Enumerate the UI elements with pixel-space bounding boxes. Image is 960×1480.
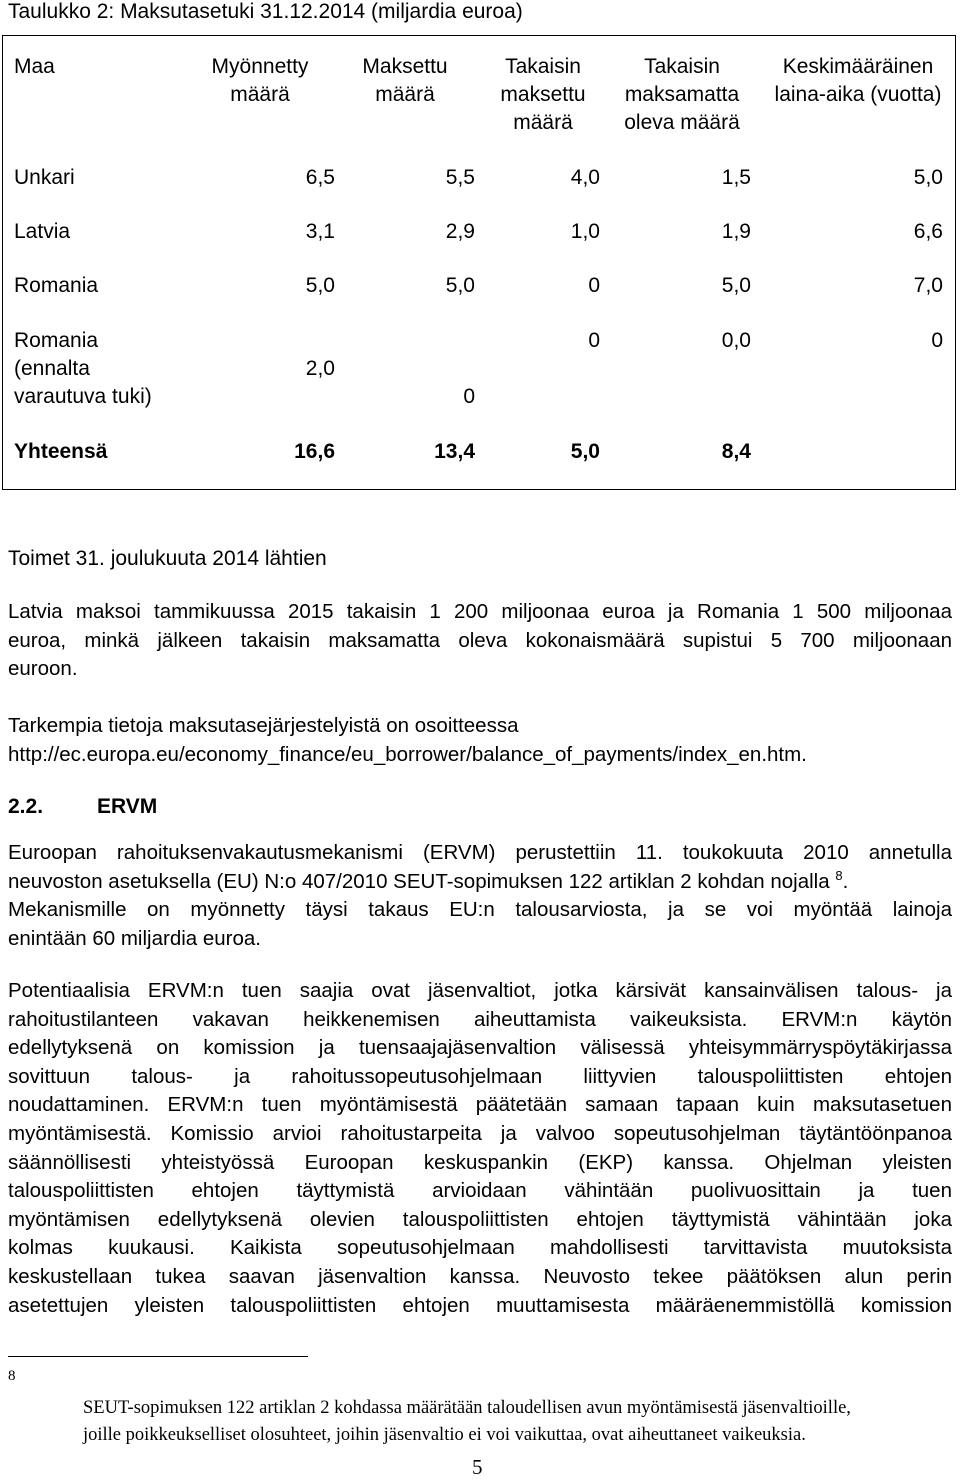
ec-europa-link[interactable]: http://ec.europa.eu/economy_finance/eu_borrower/balance_of_payments/index_en.htm. (8, 742, 807, 766)
table-cell-granted: 3,1 (305, 220, 335, 243)
table-cell-avg-term: 7,0 (913, 274, 943, 297)
table-total-repaid: 5,0 (570, 440, 600, 463)
table-cell-avg-term: 5,0 (913, 166, 943, 189)
section-heading-actions: Toimet 31. joulukuuta 2014 lähtien (8, 547, 327, 570)
table-row-country: Romania (14, 274, 99, 297)
table-cell-repaid: 4,0 (570, 166, 600, 189)
table-cell-granted: 5,0 (305, 274, 335, 297)
table-cell-outstanding: 1,9 (721, 220, 751, 243)
footnote-mark: 8 (8, 1368, 16, 1384)
header-repaid: Takaisin maksettu määrä (500, 55, 586, 134)
table-cell-avg-term: 6,6 (913, 220, 943, 243)
header-granted: Myönnetty määrä (211, 55, 309, 106)
header-outstanding: Takaisin maksamatta oleva määrä (624, 55, 740, 134)
table-total-outstanding: 8,4 (721, 440, 751, 463)
page-number: 5 (472, 1455, 483, 1479)
section2-paragraph-2: Potentiaalisia ERVM:n tuen saajia ovat jäsenvaltiot, jotka kärsivät kansainvälisen talous- ja rahoitustilanteen vakavan heikkenemisen aiheuttamista vaikeuksista. ERVM:n käytön edellytyksenä on komission ja tuensaajajäsenvaltion välisessä yhteisymmärryspöytäkirjassa sovittuun talous- ja rahoitussopeutusohjelmaan liittyvien talouspoliittisten ehtojen noudattaminen. ERVM:n tuen myöntämisestä päätetään samaan tapaan kuin maksutasetuen myöntämisestä. Komissio arvioi rahoitustarpeita ja valvoo sopeutusohjelman täytäntöönpanoa säännöllisesti yhteistyössä Euroopan keskuspankin (EKP) kanssa. Ohjelman yleisten talouspoliittisten ehtojen täyttymistä arvioidaan vähintään puolivuosittain ja tuen myöntämisen edellytyksenä olevien talouspoliittisten ehtojen täyttymistä vähintään joka kolmas kuukausi. Kaikista sopeutusohjelmaan mahdollisesti tarvittavista muutoksista keskustellaan tukea saavan jäsenvaltion kanssa. Neuvosto tekee päätöksen alun perin asetettujen yleisten talouspoliittisten ehtojen muuttamisesta määräenemmistöllä komission (8, 979, 952, 1317)
section-number: 2.2. (8, 795, 44, 818)
footnote-reference[interactable]: 8 (835, 867, 843, 883)
table-cell-outstanding: 0,0 (721, 329, 751, 352)
table-cell-paid: 2,9 (445, 220, 475, 243)
table-total-granted: 16,6 (294, 440, 335, 463)
section1-paragraph-1: Latvia maksoi tammikuussa 2015 takaisin 1 200 miljoonaa euroa ja Romania 1 500 miljoonaa euroa, minkä jälkeen takaisin maksamatta oleva kokonaismäärä supistui 5 700 miljoonaan euroon. (8, 600, 952, 681)
header-country: Maa (14, 55, 55, 78)
header-average-term: Keskimääräinen laina-aika (vuotta) (774, 55, 942, 106)
footnote-text: SEUT-sopimuksen 122 artiklan 2 kohdassa määrätään taloudellisen avun myöntämisestä jäsenvaltioille, joille poikkeukselliset olosuhteet, joihin jäsenvaltio ei voi vaikuttaa, ovat aiheuttaneet vaikeuksia. (83, 1398, 851, 1445)
table-cell-paid: 5,0 (445, 274, 475, 297)
table-cell-granted: 6,5 (305, 166, 335, 189)
table-cell-outstanding: 5,0 (721, 274, 751, 297)
section-title: ERVM (97, 795, 158, 818)
table-cell-outstanding: 1,5 (721, 166, 751, 189)
table-cell-paid: 0 (463, 385, 475, 408)
header-paid: Maksettu määrä (362, 55, 448, 106)
table-cell-repaid: 1,0 (570, 220, 600, 243)
table-cell-repaid: 0 (588, 274, 600, 297)
table-row-country: Latvia (14, 220, 71, 243)
table-row-country: Unkari (14, 166, 75, 189)
table-cell-repaid: 0 (588, 329, 600, 352)
table-total-paid: 13,4 (434, 440, 475, 463)
section1-paragraph-2: Tarkempia tietoja maksutasejärjestelyistä on osoitteessa http://ec.europa.eu/economy_finance/eu_borrower/balance_of_payments/index_en.htm. (8, 712, 952, 769)
table-cell-paid: 5,5 (445, 166, 475, 189)
section2-paragraph-1: Euroopan rahoituksenvakautusmekanismi (ERVM) perustettiin 11. toukokuuta 2010 annetulla neuvoston asetuksella (EU) N:o 407/2010 SEUT-sopimuksen 122 artiklan 2 kohdan nojalla $^8$. Mekanismille on myönnetty täysi takaus EU:n talousarviosta, ja se voi myöntää lainoja enintään 60 miljardia euroa. (8, 841, 952, 950)
table-row-country: Romania (ennalta varautuva tuki) (14, 329, 152, 408)
table-caption: Taulukko 2: Maksutasetuki 31.12.2014 (miljardia euroa) (8, 0, 523, 23)
table-cell-granted: 2,0 (305, 357, 335, 380)
table-cell-avg-term: 0 (931, 329, 943, 352)
footnote-separator (8, 1356, 308, 1357)
table-total-label: Yhteensä (14, 440, 108, 463)
